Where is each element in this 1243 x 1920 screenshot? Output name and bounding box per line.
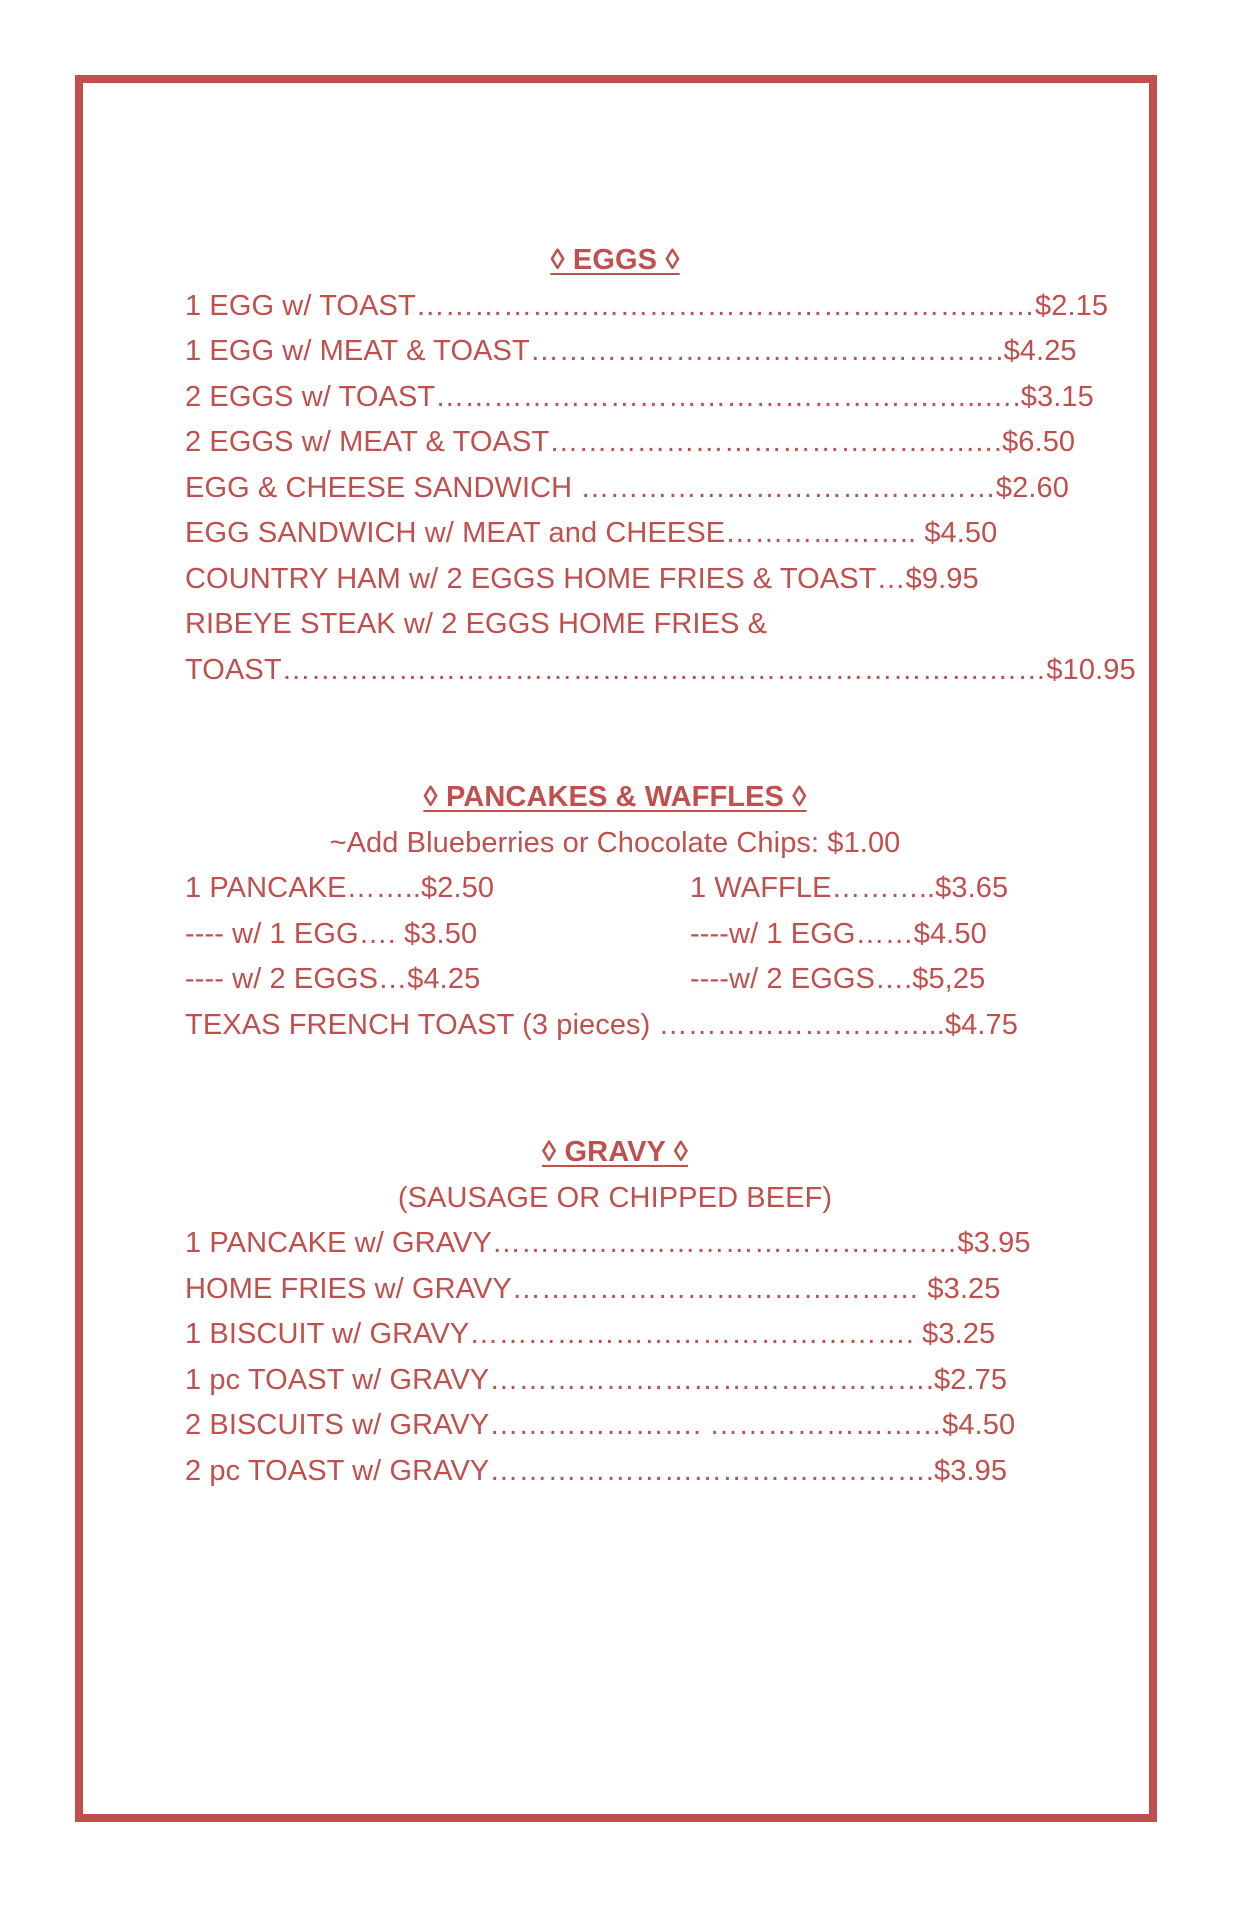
menu-item: 2 EGGS w/ MEAT & TOAST…………………………………….….$6.50 xyxy=(185,426,1076,458)
menu-item: 2 pc TOAST w/ GRAVY……………………………………….$3.95 xyxy=(185,1454,1008,1487)
pancakes-heading: ◊ PANCAKES & WAFFLES ◊ xyxy=(423,781,807,813)
menu-item: ---- w/ 1 EGG…. $3.50 xyxy=(185,917,478,950)
menu-item: 1 WAFFLE………..$3.65 xyxy=(690,872,1009,904)
gravy-heading: ◊ GRAVY ◊ xyxy=(541,1136,689,1168)
menu-item: 1 BISCUIT w/ GRAVY………………………………………. $3.25 xyxy=(185,1318,996,1350)
menu-item: 1 EGG w/ TOAST………………………………………………….……$2.15 xyxy=(185,289,1109,322)
menu-content xyxy=(185,238,1136,1494)
menu-item: ----w/ 2 EGGS….$5,25 xyxy=(690,963,986,995)
menu-item: 1 PANCAKE w/ GRAVY…………………………………………$3.95 xyxy=(185,1227,1031,1259)
menu-item: RIBEYE STEAK w/ 2 EGGS HOME FRIES & xyxy=(185,608,768,640)
menu-item: 1 PANCAKE……..$2.50 xyxy=(185,872,495,904)
menu-item: COUNTRY HAM w/ 2 EGGS HOME FRIES & TOAST…$9.95 xyxy=(185,562,979,595)
menu-row xyxy=(185,912,1045,958)
menu-item: ---- w/ 2 EGGS…$4.25 xyxy=(185,963,481,995)
menu-item: EGG SANDWICH w/ MEAT and CHEESE……………….. $4.50 xyxy=(185,517,998,549)
gravy-list xyxy=(185,1221,1045,1494)
eggs-list xyxy=(185,284,1136,694)
menu-item: 2 BISCUITS w/ GRAVY…………………. ……………………$4.50 xyxy=(185,1409,1016,1441)
menu-row xyxy=(185,866,1045,912)
menu-item: 1 EGG w/ MEAT & TOAST………………………………………….$4.25 xyxy=(185,335,1077,367)
menu-row xyxy=(185,957,1045,1003)
menu-item: EGG & CHEESE SANDWICH ……………………………….……$2.60 xyxy=(185,471,1069,504)
section-spacer xyxy=(185,693,1045,775)
menu-item: TEXAS FRENCH TOAST (3 pieces) ………………………...$4.75 xyxy=(185,1008,1019,1041)
menu-item: 2 EGGS w/ TOAST…………………………………………….…..….$3.15 xyxy=(185,380,1094,413)
eggs-heading: ◊ EGGS ◊ xyxy=(550,244,680,276)
menu-item: TOAST……………………………………………………………….……$10.95 xyxy=(185,653,1136,686)
menu-item: 1 pc TOAST w/ GRAVY……………………………………….$2.75 xyxy=(185,1363,1008,1396)
gravy-note: (SAUSAGE OR CHIPPED BEEF) xyxy=(397,1181,833,1214)
menu-item: HOME FRIES w/ GRAVY…………………………………… $3.25 xyxy=(185,1272,1001,1305)
pancakes-list xyxy=(185,866,1045,1048)
pancakes-note: ~Add Blueberries or Chocolate Chips: $1.00 xyxy=(329,826,901,859)
section-spacer xyxy=(185,1048,1045,1130)
menu-item: ----w/ 1 EGG……$4.50 xyxy=(690,917,987,950)
